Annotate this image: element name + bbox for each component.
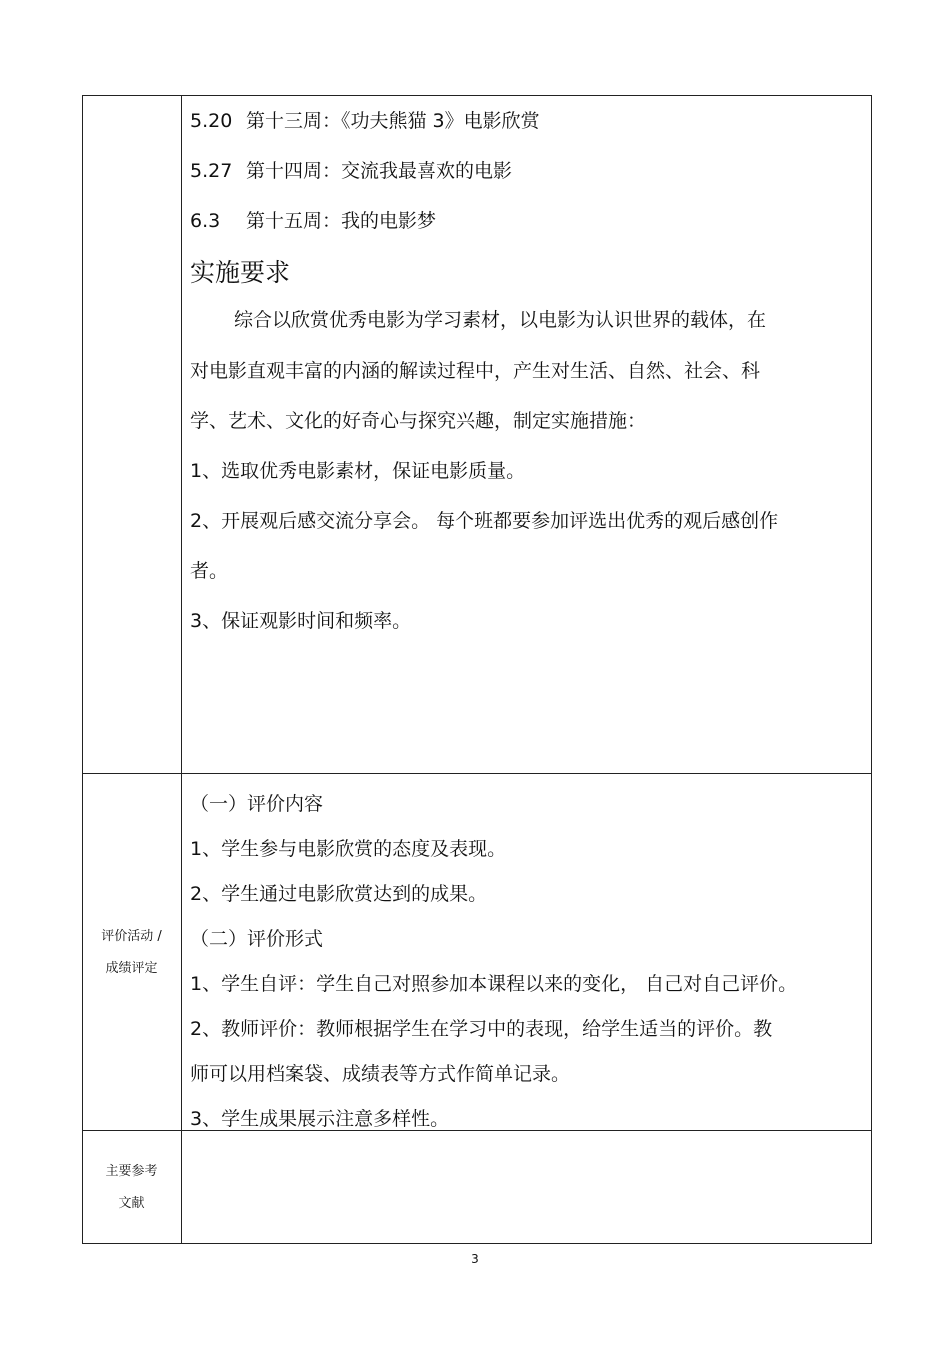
schedule-date: 5.20 <box>190 110 233 132</box>
evaluation-line: 3、学生成果展示注意多样性。 <box>190 1108 450 1130</box>
schedule-item <box>190 156 512 183</box>
evaluation-line: （一）评价内容 <box>190 793 324 815</box>
schedule-item <box>190 106 540 133</box>
paragraph-line: 学、艺术、文化的好奇心与探究兴趣，制定实施措施： <box>190 410 647 432</box>
schedule-week: 第十三周：《功夫熊猫 3》电影欣赏 <box>246 110 540 132</box>
measure-item: 者。 <box>190 560 229 582</box>
references-label-line: 文献 <box>118 1196 145 1211</box>
schedule-date: 5.27 <box>190 160 233 182</box>
paragraph-line: 对电影直观丰富的内涵的解读过程中，产生对生活、自然、社会、科 <box>190 360 761 382</box>
row-divider-evaluation <box>82 773 872 774</box>
section-heading: 实施要求 <box>190 258 291 287</box>
schedule-date: 6.3 <box>190 210 221 232</box>
references-label-line: 主要参考 <box>105 1164 158 1179</box>
evaluation-label <box>82 921 181 985</box>
evaluation-line: 1、学生自评：学生自己对照参加本课程以来的变化， 自己对自己评价。 <box>190 973 798 995</box>
measure-item: 3、保证观影时间和频率。 <box>190 610 412 632</box>
schedule-item <box>190 206 436 233</box>
references-label <box>82 1156 181 1220</box>
measure-item: 1、选取优秀电影素材，保证电影质量。 <box>190 460 526 482</box>
evaluation-line: 2、学生通过电影欣赏达到的成果。 <box>190 883 488 905</box>
evaluation-line: 师可以用档案袋、成绩表等方式作简单记录。 <box>190 1063 571 1085</box>
column-divider <box>181 95 182 1244</box>
measure-item: 2、开展观后感交流分享会。 每个班都要参加评选出优秀的观后感创作 <box>190 510 779 532</box>
schedule-week: 第十四周：交流我最喜欢的电影 <box>246 160 513 182</box>
evaluation-line: （二）评价形式 <box>190 928 324 950</box>
evaluation-line: 2、教师评价：教师根据学生在学习中的表现，给学生适当的评价。教 <box>190 1018 773 1040</box>
evaluation-label-line: 成绩评定 <box>105 961 158 976</box>
page-number: 3 <box>471 1252 479 1266</box>
evaluation-line: 1、学生参与电影欣赏的态度及表现。 <box>190 838 507 860</box>
evaluation-label-line: 评价活动 / <box>101 929 162 944</box>
paragraph-line: 综合以欣赏优秀电影为学习素材，以电影为认识世界的载体，在 <box>234 309 767 331</box>
schedule-week: 第十五周：我的电影梦 <box>246 210 437 232</box>
